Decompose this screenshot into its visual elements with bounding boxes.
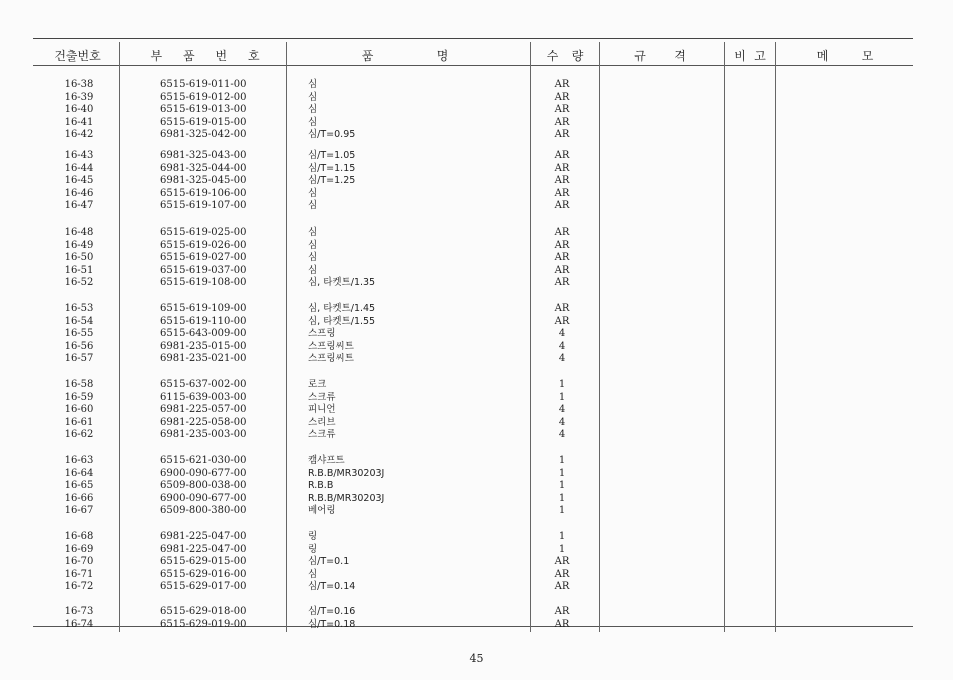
part-name: 심/T=1.05 xyxy=(308,150,356,161)
quantity: 1 xyxy=(558,543,566,555)
table-row xyxy=(0,117,953,130)
figure-number: 16-64 xyxy=(64,467,94,479)
quantity: AR xyxy=(554,618,570,630)
part-number: 6515-621-030-00 xyxy=(160,455,247,466)
table-row xyxy=(0,79,953,92)
figure-number: 16-44 xyxy=(64,162,94,174)
row-group xyxy=(0,79,953,142)
table-row xyxy=(0,404,953,417)
table-row xyxy=(0,129,953,142)
figure-number: 16-54 xyxy=(64,315,94,327)
figure-number: 16-58 xyxy=(64,379,94,390)
part-number: 6981-325-045-00 xyxy=(160,175,247,187)
figure-number: 16-66 xyxy=(64,492,94,504)
table-row xyxy=(0,240,953,253)
quantity: AR xyxy=(554,162,570,174)
quantity: AR xyxy=(554,150,570,161)
quantity: AR xyxy=(554,200,570,212)
part-number: 6981-235-003-00 xyxy=(160,429,247,441)
part-number: 6515-629-019-00 xyxy=(160,618,247,630)
part-number: 6515-619-037-00 xyxy=(160,264,247,276)
quantity: 1 xyxy=(558,455,566,466)
table-row xyxy=(0,569,953,582)
quantity: AR xyxy=(554,79,570,90)
row-group xyxy=(0,606,953,631)
part-name: 심/T=0.1 xyxy=(308,556,350,568)
quantity: AR xyxy=(554,175,570,187)
row-group xyxy=(0,379,953,442)
part-number: 6515-629-018-00 xyxy=(160,606,247,617)
quantity: 1 xyxy=(558,492,566,504)
figure-number: 16-48 xyxy=(64,227,94,238)
figure-number: 16-40 xyxy=(64,104,94,116)
part-name: 심 xyxy=(308,104,318,116)
table-row xyxy=(0,316,953,329)
row-group xyxy=(0,227,953,290)
figure-number: 16-46 xyxy=(64,187,94,199)
quantity: AR xyxy=(554,315,570,327)
part-number: 6509-800-038-00 xyxy=(160,480,247,492)
table-row xyxy=(0,544,953,557)
figure-number: 16-71 xyxy=(64,568,94,580)
part-number: 6981-225-047-00 xyxy=(160,543,247,555)
part-name: 스크류 xyxy=(308,391,336,403)
row-group xyxy=(0,303,953,366)
part-name: 심 xyxy=(308,91,318,103)
part-number: 6515-619-027-00 xyxy=(160,252,247,264)
part-number: 6900-090-677-00 xyxy=(160,492,247,504)
figure-number: 16-49 xyxy=(64,239,94,251)
part-name: 심 xyxy=(308,79,318,90)
table-row xyxy=(0,252,953,265)
part-name: 심/T=1.15 xyxy=(308,162,356,174)
part-number: 6515-637-002-00 xyxy=(160,379,247,390)
part-name: 베어링 xyxy=(308,505,336,517)
quantity: AR xyxy=(554,264,570,276)
figure-number: 16-65 xyxy=(64,480,94,492)
figure-number: 16-43 xyxy=(64,150,94,161)
part-number: 6981-235-021-00 xyxy=(160,353,247,365)
quantity: AR xyxy=(554,187,570,199)
part-name: 심 xyxy=(308,252,318,264)
part-name: 심 xyxy=(308,116,318,128)
part-number: 6981-225-057-00 xyxy=(160,404,247,416)
quantity: 4 xyxy=(558,328,566,340)
quantity: 4 xyxy=(558,429,566,441)
part-number: 6981-325-043-00 xyxy=(160,150,247,161)
quantity: AR xyxy=(554,91,570,103)
header-quantity: 수 량 xyxy=(546,48,584,63)
header-part-name: 품 명 xyxy=(361,48,449,63)
table-row xyxy=(0,92,953,105)
part-number: 6515-643-009-00 xyxy=(160,328,247,340)
part-name: 캠샤프트 xyxy=(308,455,345,466)
header-memo: 메 모 xyxy=(816,48,874,63)
part-number: 6515-619-110-00 xyxy=(160,315,247,327)
table-row xyxy=(0,188,953,201)
quantity: 1 xyxy=(558,379,566,390)
figure-number: 16-62 xyxy=(64,429,94,441)
part-name: 심/T=0.95 xyxy=(308,129,356,141)
row-group xyxy=(0,150,953,213)
quantity: 4 xyxy=(558,353,566,365)
part-number: 6509-800-380-00 xyxy=(160,505,247,517)
table-row xyxy=(0,468,953,481)
table-row xyxy=(0,227,953,240)
part-name: 심/T=0.16 xyxy=(308,606,356,617)
quantity: 4 xyxy=(558,416,566,428)
table-row xyxy=(0,480,953,493)
part-name: 심 xyxy=(308,200,318,212)
part-number: 6900-090-677-00 xyxy=(160,467,247,479)
table-row xyxy=(0,531,953,544)
table-row xyxy=(0,150,953,163)
quantity: AR xyxy=(554,568,570,580)
figure-number: 16-61 xyxy=(64,416,94,428)
table-row xyxy=(0,328,953,341)
quantity: 4 xyxy=(558,404,566,416)
quantity: AR xyxy=(554,227,570,238)
part-name: 링 xyxy=(308,543,318,555)
part-name: R.B.B/MR30203J xyxy=(308,492,385,504)
figure-number: 16-55 xyxy=(64,328,94,340)
table-row xyxy=(0,341,953,354)
table-row xyxy=(0,265,953,278)
quantity: 1 xyxy=(558,531,566,542)
quantity: AR xyxy=(554,129,570,141)
figure-number: 16-52 xyxy=(64,277,94,289)
figure-number: 16-69 xyxy=(64,543,94,555)
table-row xyxy=(0,505,953,518)
part-name: 심/T=0.18 xyxy=(308,618,356,630)
figure-number: 16-51 xyxy=(64,264,94,276)
part-name: 심 xyxy=(308,568,318,580)
quantity: 1 xyxy=(558,505,566,517)
part-number: 6515-619-026-00 xyxy=(160,239,247,251)
table-row xyxy=(0,619,953,632)
row-group xyxy=(0,531,953,594)
part-name: 심 xyxy=(308,187,318,199)
part-name: 스프링씨트 xyxy=(308,340,354,352)
part-name: 심 xyxy=(308,264,318,276)
table-row xyxy=(0,392,953,405)
header-spec: 규 격 xyxy=(634,48,686,63)
part-number: 6515-619-106-00 xyxy=(160,187,247,199)
quantity: AR xyxy=(554,556,570,568)
table-row xyxy=(0,104,953,117)
table-row xyxy=(0,277,953,290)
part-number: 6981-225-058-00 xyxy=(160,416,247,428)
figure-number: 16-53 xyxy=(64,303,94,314)
quantity: 1 xyxy=(558,467,566,479)
quantity: AR xyxy=(554,104,570,116)
part-name: 스리브 xyxy=(308,416,336,428)
top-rule xyxy=(33,38,913,39)
quantity: AR xyxy=(554,277,570,289)
figure-number: 16-57 xyxy=(64,353,94,365)
quantity: 1 xyxy=(558,391,566,403)
part-name: 스프링씨트 xyxy=(308,353,354,365)
part-name: 스프링 xyxy=(308,328,336,340)
figure-number: 16-45 xyxy=(64,175,94,187)
part-number: 6515-619-015-00 xyxy=(160,116,247,128)
part-number: 6515-629-017-00 xyxy=(160,581,247,593)
part-number: 6515-619-011-00 xyxy=(160,79,247,90)
figure-number: 16-59 xyxy=(64,391,94,403)
part-number: 6981-225-047-00 xyxy=(160,531,247,542)
quantity: AR xyxy=(554,606,570,617)
header-remarks: 비 고 xyxy=(734,48,766,63)
table-row xyxy=(0,175,953,188)
part-name: 로크 xyxy=(308,379,327,390)
figure-number: 16-67 xyxy=(64,505,94,517)
part-number: 6515-619-107-00 xyxy=(160,200,247,212)
figure-number: 16-41 xyxy=(64,116,94,128)
table-row xyxy=(0,417,953,430)
quantity: AR xyxy=(554,581,570,593)
figure-number: 16-68 xyxy=(64,531,94,542)
quantity: AR xyxy=(554,252,570,264)
part-name: 심, 타켓트/1.35 xyxy=(308,277,376,289)
table-row xyxy=(0,429,953,442)
figure-number: 16-56 xyxy=(64,340,94,352)
figure-number: 16-73 xyxy=(64,606,94,617)
part-number: 6515-619-025-00 xyxy=(160,227,247,238)
figure-number: 16-60 xyxy=(64,404,94,416)
table-row xyxy=(0,581,953,594)
part-name: 심 xyxy=(308,227,318,238)
header-rule xyxy=(33,65,913,66)
figure-number: 16-42 xyxy=(64,129,94,141)
table-row xyxy=(0,556,953,569)
part-name: 스크류 xyxy=(308,429,336,441)
header-figure-no: 건출번호 xyxy=(54,48,101,63)
part-name: 심/T=1.25 xyxy=(308,175,356,187)
table-row xyxy=(0,379,953,392)
row-group xyxy=(0,455,953,518)
part-number: 6981-325-044-00 xyxy=(160,162,247,174)
figure-number: 16-72 xyxy=(64,581,94,593)
figure-number: 16-47 xyxy=(64,200,94,212)
part-name: R.B.B xyxy=(308,480,334,492)
figure-number: 16-70 xyxy=(64,556,94,568)
figure-number: 16-50 xyxy=(64,252,94,264)
part-name: 심 xyxy=(308,239,318,251)
quantity: 4 xyxy=(558,340,566,352)
part-number: 6115-639-003-00 xyxy=(160,391,247,403)
header-part-number: 부 품 번 호 xyxy=(150,48,260,63)
part-name: 심/T=0.14 xyxy=(308,581,356,593)
table-row xyxy=(0,303,953,316)
quantity: AR xyxy=(554,239,570,251)
part-name: 링 xyxy=(308,531,318,542)
table-row xyxy=(0,493,953,506)
part-number: 6515-629-015-00 xyxy=(160,556,247,568)
table-row xyxy=(0,606,953,619)
part-name: 심, 타켓트/1.45 xyxy=(308,303,376,314)
part-number: 6515-619-108-00 xyxy=(160,277,247,289)
quantity: AR xyxy=(554,303,570,314)
part-number: 6515-629-016-00 xyxy=(160,568,247,580)
table-row xyxy=(0,455,953,468)
table-row xyxy=(0,200,953,213)
table-row xyxy=(0,353,953,366)
figure-number: 16-63 xyxy=(64,455,94,466)
part-number: 6515-619-109-00 xyxy=(160,303,247,314)
table-row xyxy=(0,163,953,176)
quantity: 1 xyxy=(558,480,566,492)
page-number: 45 xyxy=(469,652,484,665)
figure-number: 16-38 xyxy=(64,79,94,90)
part-number: 6981-235-015-00 xyxy=(160,340,247,352)
part-name: 피니언 xyxy=(308,404,336,416)
part-number: 6515-619-012-00 xyxy=(160,91,247,103)
part-name: 심, 타켓트/1.55 xyxy=(308,315,376,327)
figure-number: 16-74 xyxy=(64,618,94,630)
quantity: AR xyxy=(554,116,570,128)
part-number: 6515-619-013-00 xyxy=(160,104,247,116)
part-name: R.B.B/MR30203J xyxy=(308,467,385,479)
part-number: 6981-325-042-00 xyxy=(160,129,247,141)
figure-number: 16-39 xyxy=(64,91,94,103)
